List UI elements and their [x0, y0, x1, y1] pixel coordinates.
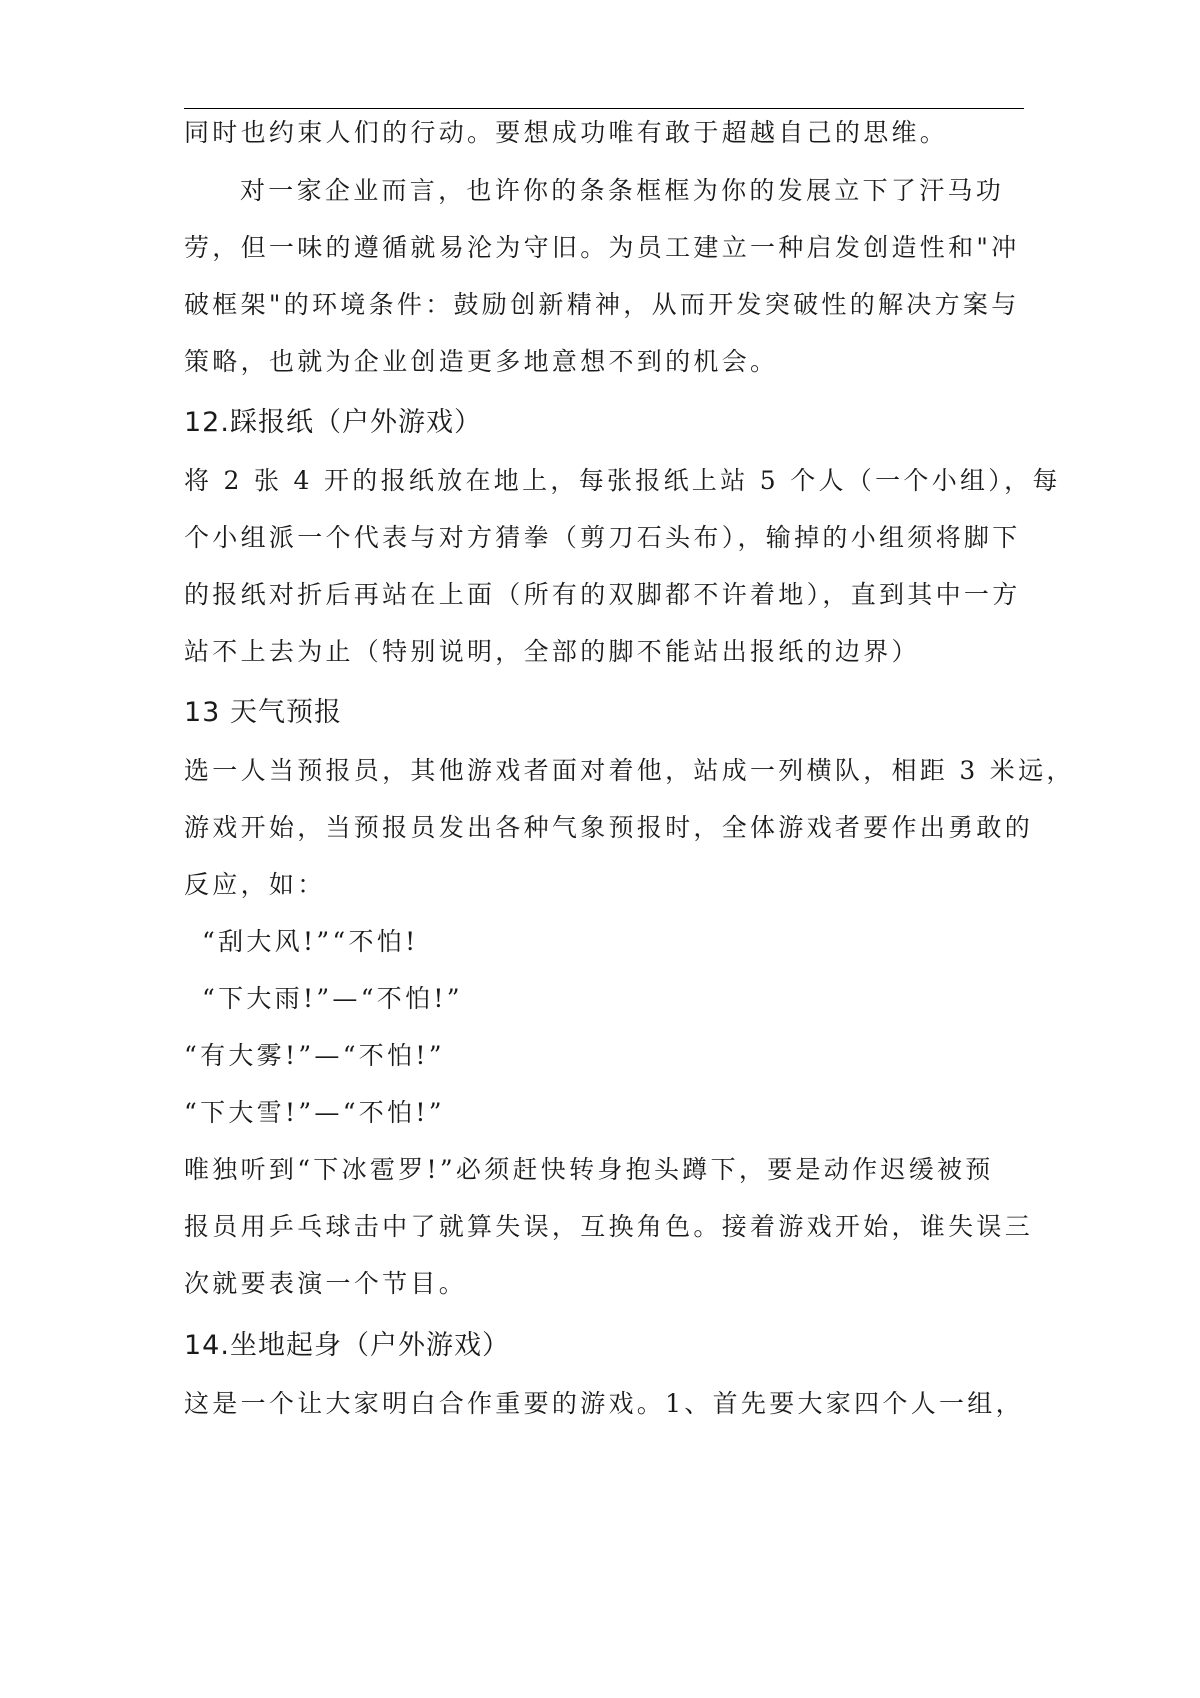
- paragraph-line: 将 2 张 4 开的报纸放在地上，每张报纸上站 5 个人（一个小组），每: [184, 466, 1061, 495]
- quote-line: “刮大风!”“不怕!: [202, 927, 419, 956]
- paragraph-line: 同时也约束人们的行动。要想成功唯有敢于超越自己的思维。: [184, 118, 949, 147]
- paragraph-line: 对一家企业而言，也许你的条条框框为你的发展立下了汗马功: [240, 176, 1005, 205]
- paragraph-line: 策略，也就为企业创造更多地意想不到的机会。: [184, 347, 779, 376]
- paragraph-line: 选一人当预报员，其他游戏者面对着他，站成一列横队，相距 3 米远，: [184, 756, 1075, 785]
- quote-line: “下大雨!”—“不怕!”: [202, 984, 463, 1013]
- quote-line: “下大雪!”—“不怕!”: [184, 1098, 445, 1127]
- paragraph-line: 的报纸对折后再站在上面（所有的双脚都不许着地），直到其中一方: [184, 580, 1021, 609]
- paragraph-line: 破框架"的环境条件：鼓励创新精神，从而开发突破性的解决方案与: [184, 290, 1020, 319]
- document-page: [184, 0, 1075, 1698]
- quote-line: “有大雾!”—“不怕!”: [184, 1041, 445, 1070]
- paragraph-line: 劳，但一味的遵循就易沦为守旧。为员工建立一种启发创造性和"冲: [184, 233, 1020, 262]
- paragraph-line: 反应，如：: [184, 870, 326, 899]
- paragraph-line: 这是一个让大家明白合作重要的游戏。1、首先要大家四个人一组，: [184, 1389, 1024, 1418]
- paragraph-line: 个小组派一个代表与对方猜拳（剪刀石头布），输掉的小组须将脚下: [184, 523, 1021, 552]
- section-heading: 13 天气预报: [184, 697, 342, 728]
- paragraph-line: 游戏开始，当预报员发出各种气象预报时，全体游戏者要作出勇敢的: [184, 813, 1034, 842]
- section-heading: 14.坐地起身（户外游戏）: [184, 1330, 510, 1361]
- paragraph-line: 报员用乒乓球击中了就算失误，互换角色。接着游戏开始，谁失误三: [184, 1212, 1034, 1241]
- paragraph-line: 次就要表演一个节目。: [184, 1269, 468, 1298]
- paragraph-line: 站不上去为止（特别说明，全部的脚不能站出报纸的边界）: [184, 637, 920, 666]
- paragraph-line: 唯独听到“下冰雹罗!”必须赶快转身抱头蹲下，要是动作迟缓被预: [184, 1155, 994, 1184]
- header-rule: [184, 108, 1024, 109]
- section-heading: 12.踩报纸（户外游戏）: [184, 407, 482, 438]
